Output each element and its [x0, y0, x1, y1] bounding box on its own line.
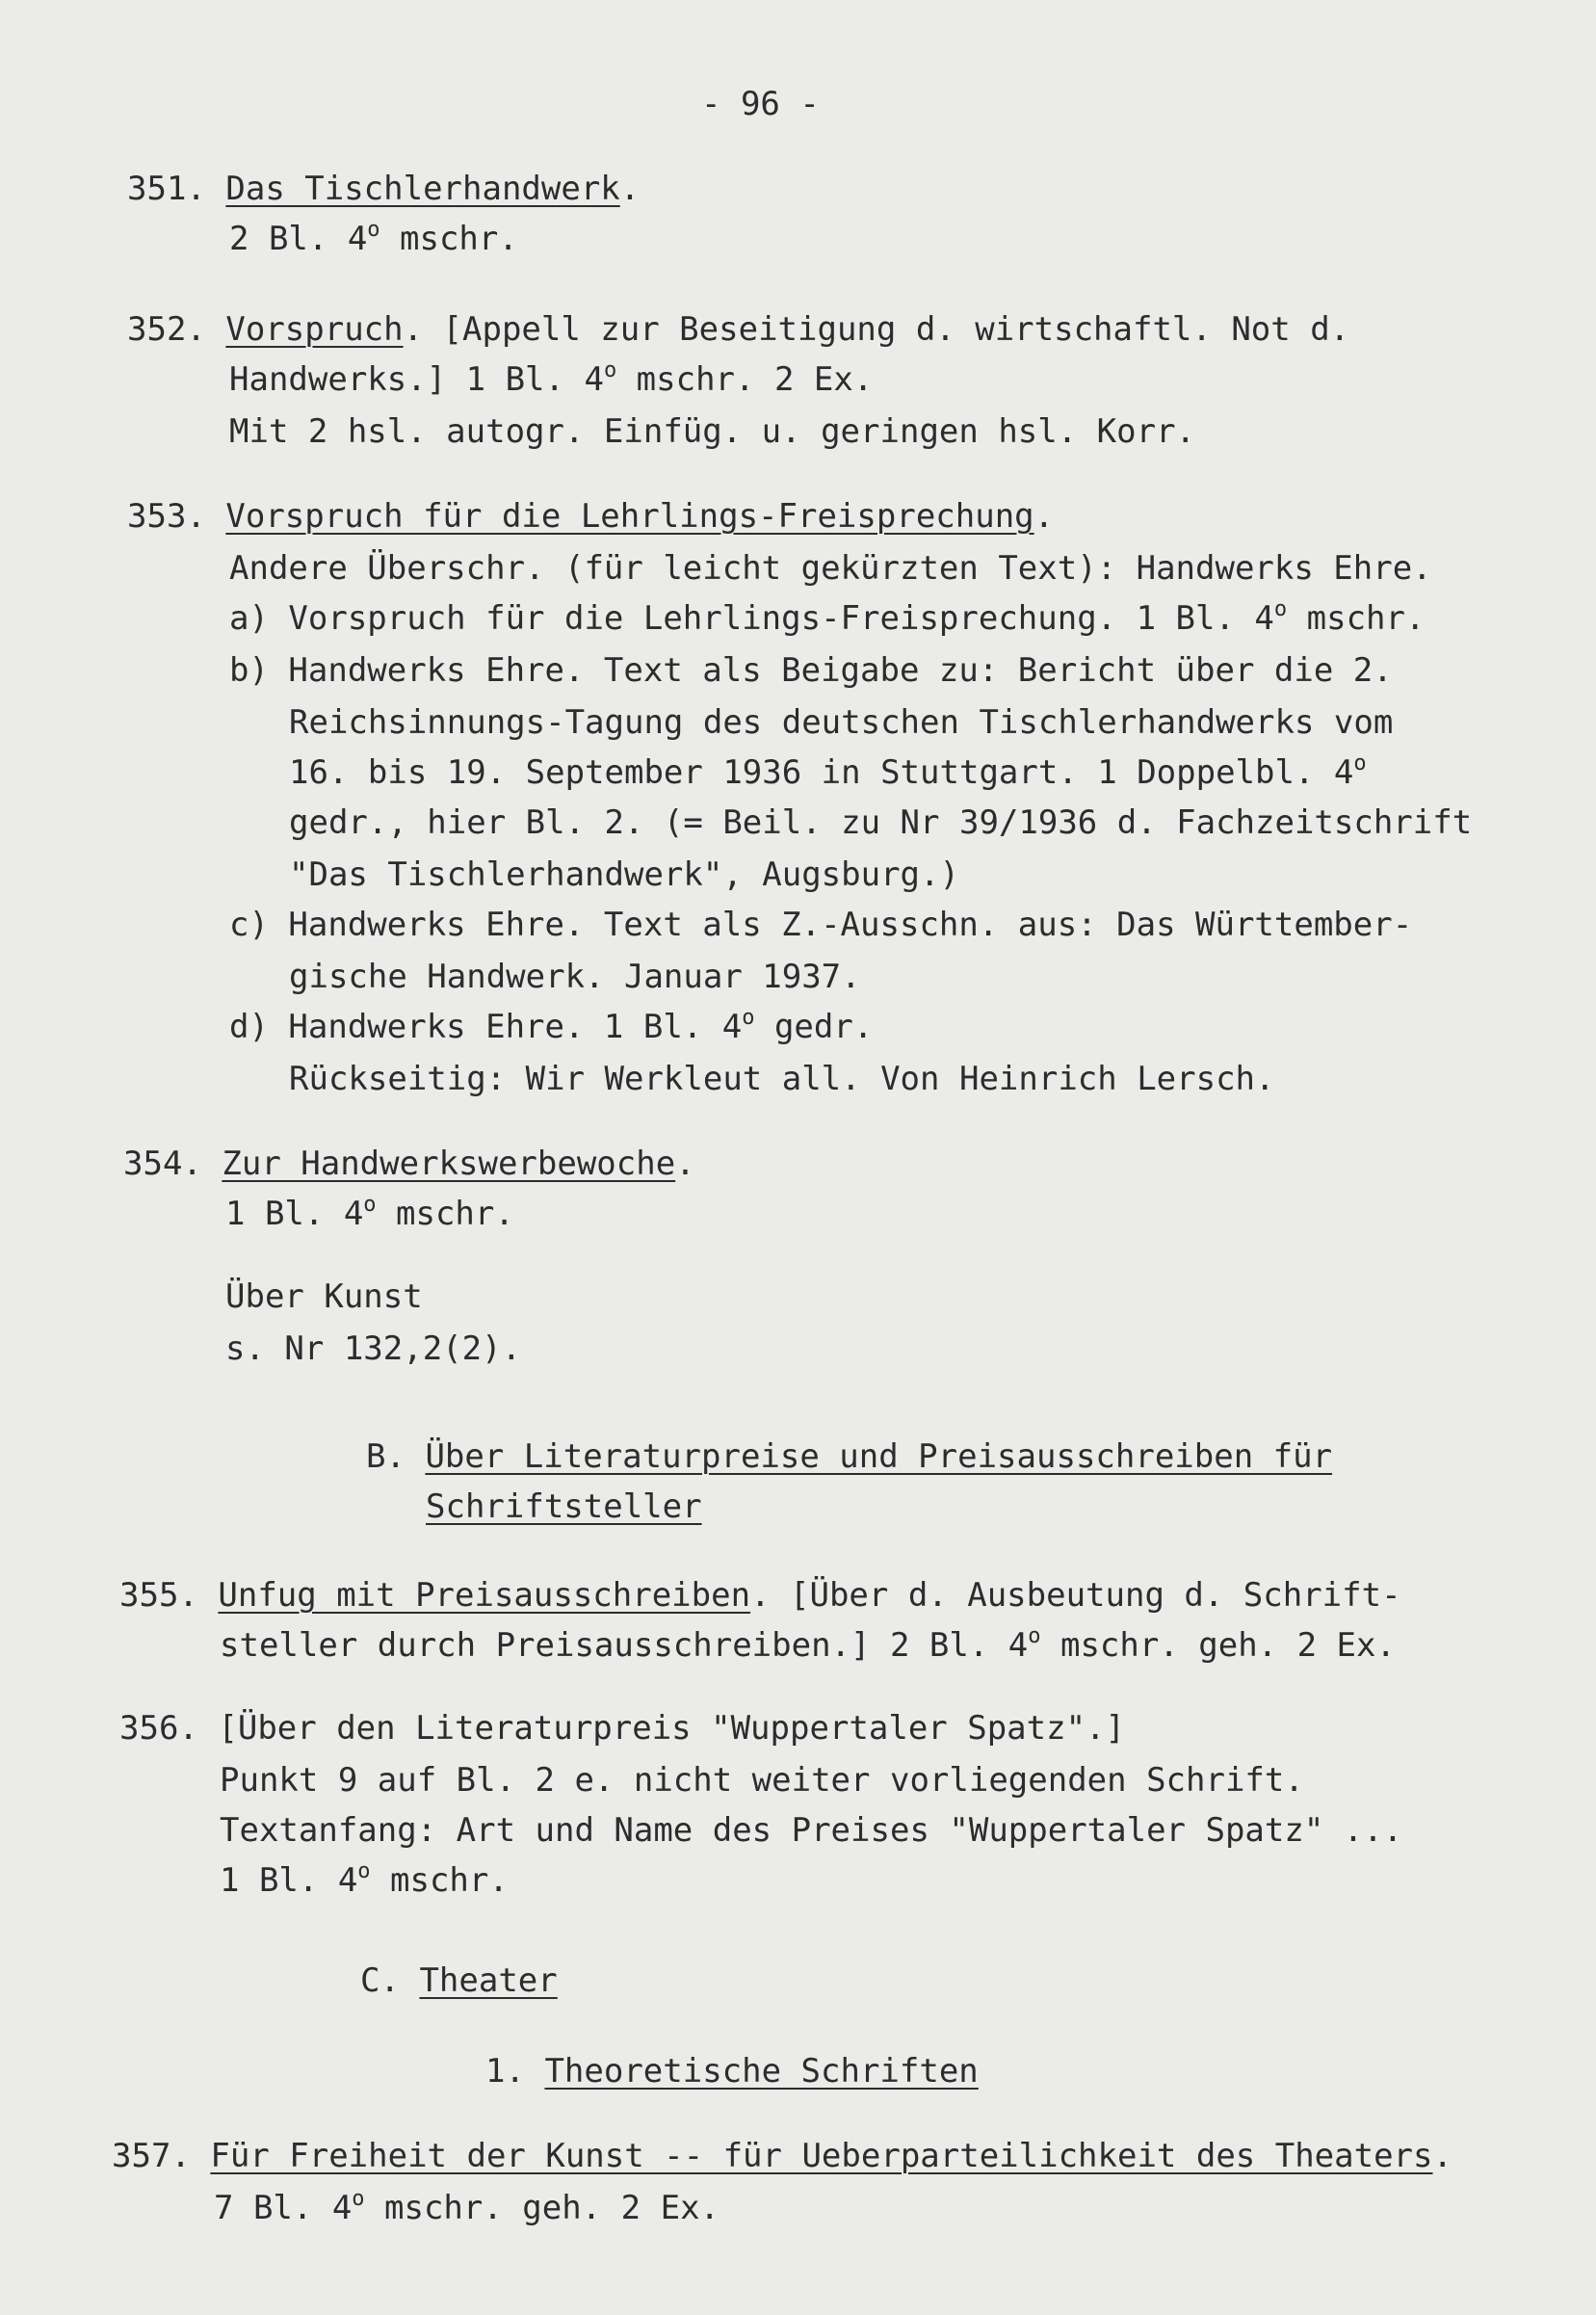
text: 1 Bl. 4 — [220, 1861, 358, 1900]
superscript: o — [1273, 597, 1288, 621]
superscript: o — [363, 1193, 377, 1217]
entry-356-line-3: Textanfang: Art und Name des Preises "Wuppertaler Spatz" ... — [220, 1811, 1403, 1850]
entry-title: Das Tischlerhandwerk — [225, 170, 620, 208]
subsection-title: Theoretische Schriften — [544, 2052, 979, 2091]
subsection-label: 1. — [485, 2052, 525, 2091]
entry-number: 354. — [123, 1144, 202, 1183]
entry-351-line-2 — [229, 220, 518, 258]
subsection-1-heading — [485, 2052, 979, 2091]
section-label: B. — [366, 1437, 406, 1476]
entry-title-end: . — [1033, 497, 1055, 536]
cross-reference-target: s. Nr 132,2(2). — [225, 1329, 522, 1368]
entry-number: 352. — [127, 310, 206, 349]
entry-356-line-2: Punkt 9 auf Bl. 2 e. nicht weiter vorliegenden Schrift. — [220, 1761, 1304, 1800]
superscript: o — [1353, 751, 1367, 776]
page-number: - 96 - — [701, 85, 820, 123]
text: steller durch Preisausschreiben.] 2 Bl. 4 — [220, 1626, 1029, 1665]
cross-reference-heading: Über Kunst — [225, 1277, 423, 1316]
entry-number: 357. — [112, 2137, 191, 2175]
section-c-heading — [360, 1961, 558, 2000]
entry-title: Für Freiheit der Kunst -- für Ueberparteilichkeit des Theaters — [210, 2137, 1433, 2175]
text: . [Appell zur Beseitigung d. wirtschaftl. Not d. — [403, 310, 1350, 349]
entry-352-line-1 — [127, 310, 1349, 349]
section-label: C. — [360, 1961, 400, 2000]
text: 1 Bl. 4 — [225, 1195, 364, 1233]
entry-title-end: . — [1432, 2137, 1452, 2175]
entry-357-line-1 — [112, 2137, 1452, 2175]
entry-title: Zur Handwerkswerbewoche — [222, 1144, 676, 1183]
entry-353-item-d-1 — [229, 1008, 873, 1046]
entry-354-line-1 — [123, 1144, 695, 1183]
text: gedr. — [754, 1008, 874, 1046]
text: Handwerks.] 1 Bl. 4 — [229, 360, 604, 399]
entry-353-item-c-2: gische Handwerk. Januar 1937. — [289, 958, 861, 996]
entry-number: 355. — [119, 1576, 198, 1615]
entry-number: 356. — [119, 1709, 198, 1748]
entry-353-item-d-2: Rückseitig: Wir Werkleut all. Von Heinrich Lersch. — [289, 1060, 1275, 1098]
entry-353-line-1 — [127, 497, 1054, 536]
superscript: o — [367, 218, 380, 242]
text: d) Handwerks Ehre. 1 Bl. 4 — [229, 1008, 743, 1046]
superscript: o — [357, 1859, 371, 1883]
superscript: o — [1028, 1624, 1041, 1648]
entry-355-line-2 — [220, 1626, 1396, 1665]
text: mschr. — [1287, 599, 1426, 638]
text: mschr. — [379, 220, 518, 258]
entry-353-item-b-3 — [289, 753, 1367, 792]
entry-353-item-b-5: "Das Tischlerhandwerk", Augsburg.) — [289, 855, 959, 894]
entry-353-item-b-1: b) Handwerks Ehre. Text als Beigabe zu: Bericht über die 2. — [229, 651, 1393, 690]
section-title: Über Literaturpreise und Preisausschreiben für — [425, 1437, 1333, 1476]
entry-355-line-1 — [119, 1576, 1401, 1615]
entry-356-line-1 — [119, 1709, 1125, 1748]
entry-353-item-c-1: c) Handwerks Ehre. Text als Z.-Ausschn. aus: Das Württember- — [229, 906, 1413, 944]
text: mschr. — [376, 1195, 514, 1233]
text: a) Vorspruch für die Lehrlings-Freisprechung. 1 Bl. 4 — [229, 599, 1274, 638]
entry-number: 353. — [127, 497, 206, 536]
entry-title: Unfug mit Preisausschreiben — [218, 1576, 751, 1615]
entry-title-end: . — [675, 1144, 695, 1183]
superscript: o — [742, 1006, 755, 1030]
text: [Über den Literaturpreis "Wuppertaler Spatz".] — [218, 1709, 1125, 1748]
entry-353-item-a — [229, 599, 1425, 638]
entry-title: Vorspruch — [225, 310, 404, 349]
superscript: o — [352, 2187, 365, 2211]
text: mschr. geh. 2 Ex. — [364, 2189, 720, 2227]
superscript: o — [603, 358, 617, 382]
section-b-heading-line-1 — [366, 1437, 1332, 1476]
text: mschr. geh. 2 Ex. — [1040, 1626, 1396, 1665]
text: mschr. 2 Ex. — [616, 360, 874, 399]
entry-number: 351. — [127, 170, 206, 208]
entry-352-line-2 — [229, 360, 873, 399]
section-title: Schriftsteller — [426, 1487, 702, 1526]
entry-title: Vorspruch für die Lehrlings-Freisprechung — [225, 497, 1034, 536]
entry-352-line-3: Mit 2 hsl. autogr. Einfüg. u. geringen hsl. Korr. — [229, 412, 1196, 451]
entry-353-line-2: Andere Überschr. (für leicht gekürzten Text): Handwerks Ehre. — [229, 549, 1432, 588]
entry-351-line-1 — [127, 170, 640, 208]
entry-357-line-2 — [214, 2189, 720, 2227]
entry-353-item-b-2: Reichsinnungs-Tagung des deutschen Tischlerhandwerks vom — [289, 703, 1394, 742]
entry-title-end: . — [619, 170, 641, 208]
text: 16. bis 19. September 1936 in Stuttgart. 1 Doppelbl. 4 — [289, 753, 1354, 792]
section-b-heading-line-2 — [426, 1487, 702, 1526]
entry-354-line-2 — [225, 1195, 514, 1233]
text: mschr. — [370, 1861, 509, 1900]
entry-356-line-4 — [220, 1861, 509, 1900]
entry-353-item-b-4: gedr., hier Bl. 2. (= Beil. zu Nr 39/1936 d. Fachzeitschrift — [289, 803, 1473, 842]
text: 2 Bl. 4 — [229, 220, 368, 258]
text: . [Über d. Ausbeutung d. Schrift- — [750, 1576, 1401, 1615]
section-title: Theater — [419, 1961, 558, 2000]
text: 7 Bl. 4 — [214, 2189, 353, 2227]
